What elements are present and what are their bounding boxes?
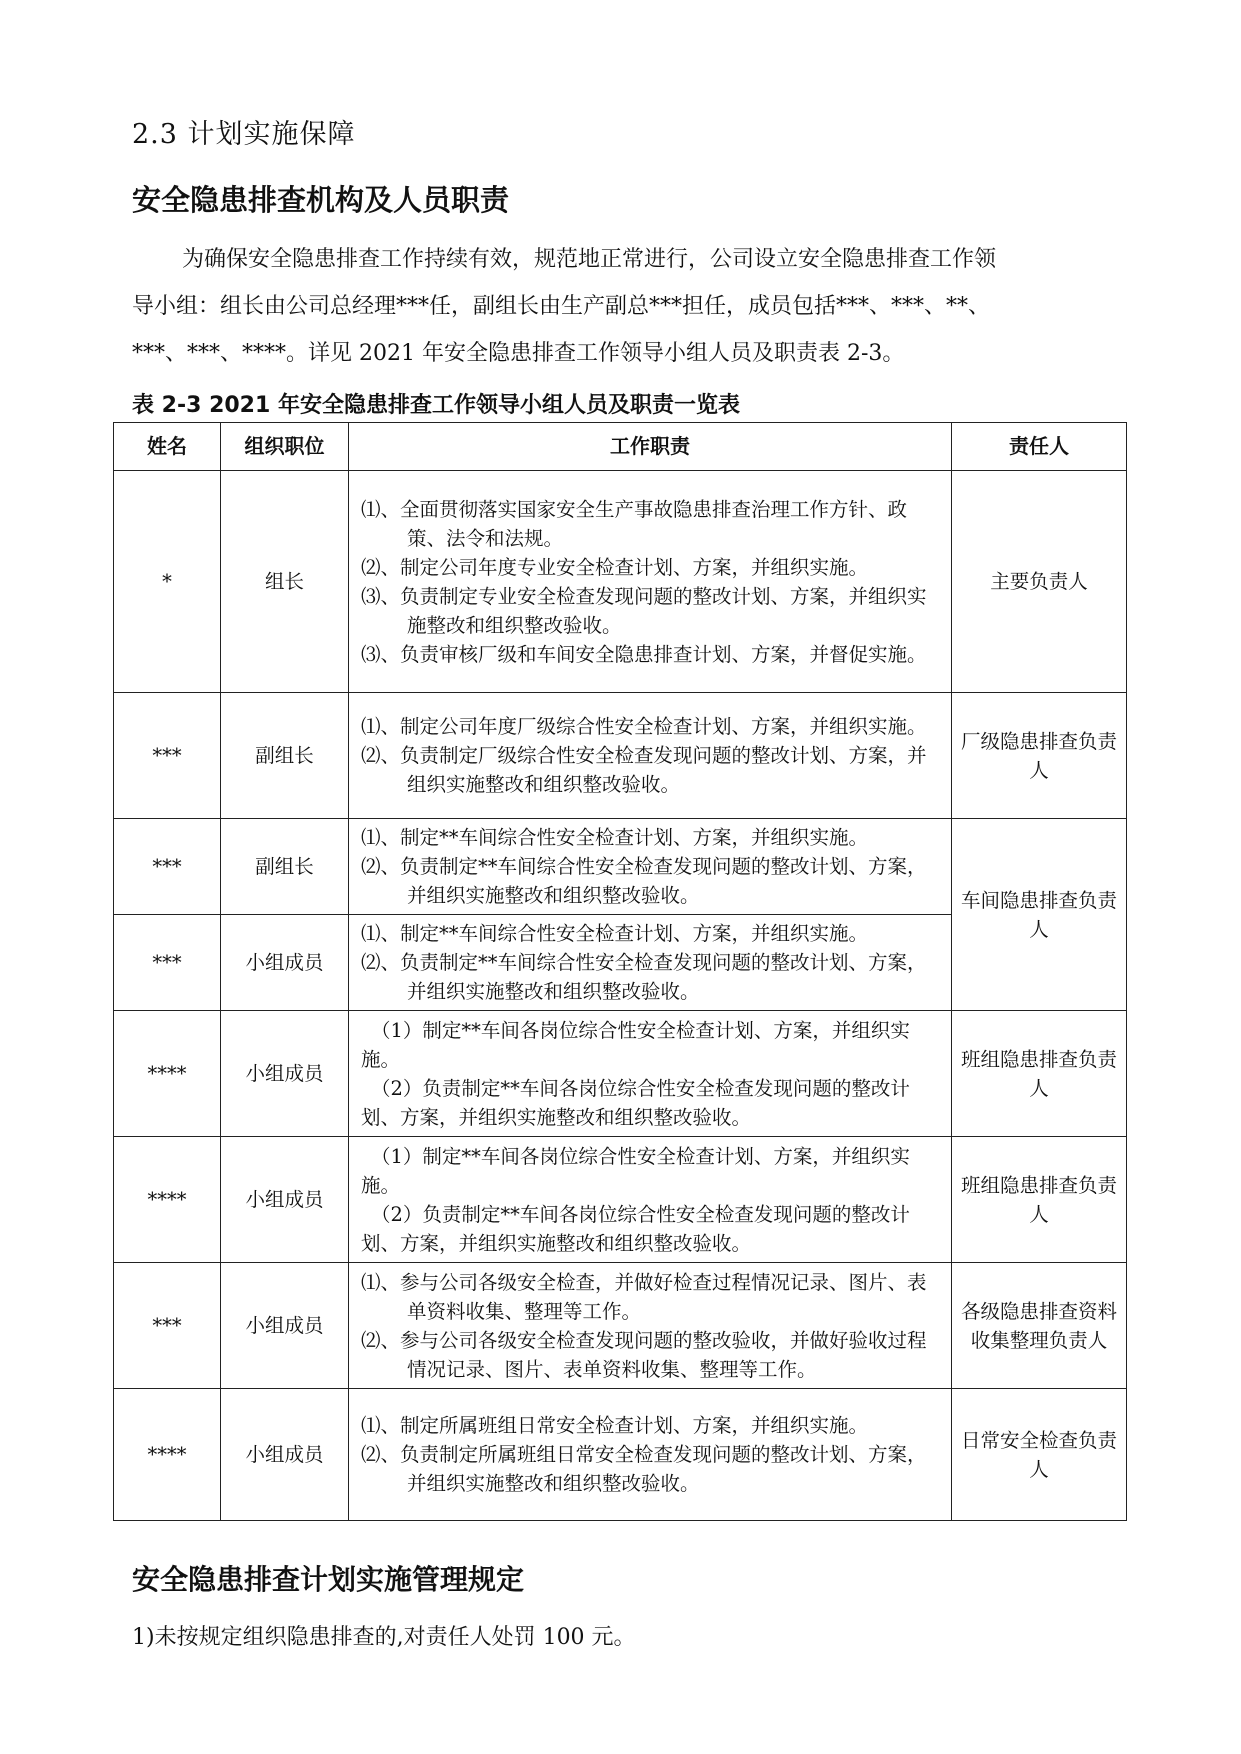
cell-name: **** (114, 1137, 221, 1263)
intro-line: 导小组：组长由公司总经理***任，副组长由生产副总***担任，成员包括***、***、**、 (132, 294, 991, 319)
cell-duties (349, 819, 952, 915)
cell-duties (349, 1137, 952, 1263)
cell-responsible: 车间隐患排查负责人 (952, 819, 1127, 1011)
rule-item: 1)未按规定组织隐患排查的,对责任人处罚 100 元。 (132, 1625, 636, 1650)
cell-position: 副组长 (221, 693, 349, 819)
cell-duties (349, 1011, 952, 1137)
duty-item: （2）负责制定**车间各岗位综合性安全检查发现问题的整改计划、方案，并组织实施整改和组织整改验收。 (361, 1076, 910, 1129)
cell-name: *** (114, 1263, 221, 1389)
duty-item: （1）制定**车间各岗位综合性安全检查计划、方案，并组织实施。 (361, 1144, 910, 1197)
cell-responsible: 日常安全检查负责人 (952, 1389, 1127, 1521)
duty-item: ⑵、负责制定**车间综合性安全检查发现问题的整改计划、方案，并组织实施整改和组织整改验收。 (361, 855, 927, 907)
header-name: 姓名 (114, 423, 221, 471)
cell-duties (349, 915, 952, 1011)
cell-responsible: 班组隐患排查负责人 (952, 1137, 1127, 1263)
duty-item: ⑶、负责制定专业安全检查发现问题的整改计划、方案，并组织实施整改和组织整改验收。 (361, 584, 927, 637)
cell-position: 组长 (221, 471, 349, 693)
cell-position: 小组成员 (221, 915, 349, 1011)
duty-item: ⑴、制定**车间综合性安全检查计划、方案，并组织实施。 (361, 922, 869, 945)
duty-item: ⑶、负责审核厂级和车间安全隐患排查计划、方案，并督促实施。 (361, 642, 927, 666)
duty-item: ⑴、制定公司年度厂级综合性安全检查计划、方案，并组织实施。 (361, 715, 927, 738)
table-row (114, 1389, 1127, 1521)
intro-line: ***、***、****。详见 2021 年安全隐患排查工作领导小组人员及职责表 2-3。 (132, 341, 905, 366)
duty-item: ⑵、负责制定**车间综合性安全检查发现问题的整改计划、方案，并组织实施整改和组织整改验收。 (361, 951, 927, 1003)
intro-paragraph (132, 236, 1122, 377)
header-responsible: 责任人 (952, 423, 1127, 471)
duty-item: （1）制定**车间各岗位综合性安全检查计划、方案，并组织实施。 (361, 1018, 910, 1071)
cell-position: 小组成员 (221, 1137, 349, 1263)
table-row (114, 819, 1127, 915)
cell-duties (349, 1263, 952, 1389)
heading-org-duties: 安全隐患排查机构及人员职责 (132, 183, 510, 217)
table-row (114, 1137, 1127, 1263)
cell-name: *** (114, 819, 221, 915)
header-position: 组织职位 (221, 423, 349, 471)
duty-item: ⑴、制定所属班组日常安全检查计划、方案，并组织实施。 (361, 1414, 869, 1437)
table-row (114, 693, 1127, 819)
duty-item: ⑴、全面贯彻落实国家安全生产事故隐患排查治理工作方针、政策、法令和法规。 (361, 497, 908, 550)
header-duties: 工作职责 (349, 423, 952, 471)
duty-item: （2）负责制定**车间各岗位综合性安全检查发现问题的整改计划、方案，并组织实施整改和组织整改验收。 (361, 1202, 910, 1255)
cell-responsible: 厂级隐患排查负责人 (952, 693, 1127, 819)
cell-position: 小组成员 (221, 1011, 349, 1137)
cell-responsible: 各级隐患排查资料收集整理负责人 (952, 1263, 1127, 1389)
cell-name: * (114, 471, 221, 693)
duty-item: ⑵、参与公司各级安全检查发现问题的整改验收，并做好验收过程情况记录、图片、表单资料收集、整理等工作。 (361, 1328, 927, 1381)
cell-name: **** (114, 1011, 221, 1137)
table-row (114, 1263, 1127, 1389)
table-header-row (114, 423, 1127, 471)
cell-position: 副组长 (221, 819, 349, 915)
cell-duties (349, 1389, 952, 1521)
cell-name: *** (114, 915, 221, 1011)
duty-item: ⑵、制定公司年度专业安全检查计划、方案，并组织实施。 (361, 555, 869, 579)
cell-responsible: 班组隐患排查负责人 (952, 1011, 1127, 1137)
heading-management-rules: 安全隐患排查计划实施管理规定 (132, 1563, 525, 1596)
duty-table (113, 422, 1127, 1521)
table-row (114, 471, 1127, 693)
section-title: 2.3 计划实施保障 (132, 119, 356, 150)
duty-item: ⑵、负责制定厂级综合性安全检查发现问题的整改计划、方案，并组织实施整改和组织整改验收。 (361, 744, 927, 796)
table-row (114, 1011, 1127, 1137)
cell-responsible: 主要负责人 (952, 471, 1127, 693)
cell-position: 小组成员 (221, 1389, 349, 1521)
duty-item: ⑴、制定**车间综合性安全检查计划、方案，并组织实施。 (361, 826, 869, 849)
cell-name: *** (114, 693, 221, 819)
cell-name: **** (114, 1389, 221, 1521)
duty-item: ⑵、负责制定所属班组日常安全检查发现问题的整改计划、方案，并组织实施整改和组织整改验收。 (361, 1443, 927, 1495)
table-caption: 表 2-3 2021 年安全隐患排查工作领导小组人员及职责一览表 (132, 393, 740, 418)
cell-duties (349, 693, 952, 819)
cell-duties (349, 471, 952, 693)
intro-line: 为确保安全隐患排查工作持续有效，规范地正常进行，公司设立安全隐患排查工作领 (182, 247, 997, 272)
cell-position: 小组成员 (221, 1263, 349, 1389)
duty-item: ⑴、参与公司各级安全检查，并做好检查过程情况记录、图片、表单资料收集、整理等工作。 (361, 1270, 927, 1323)
